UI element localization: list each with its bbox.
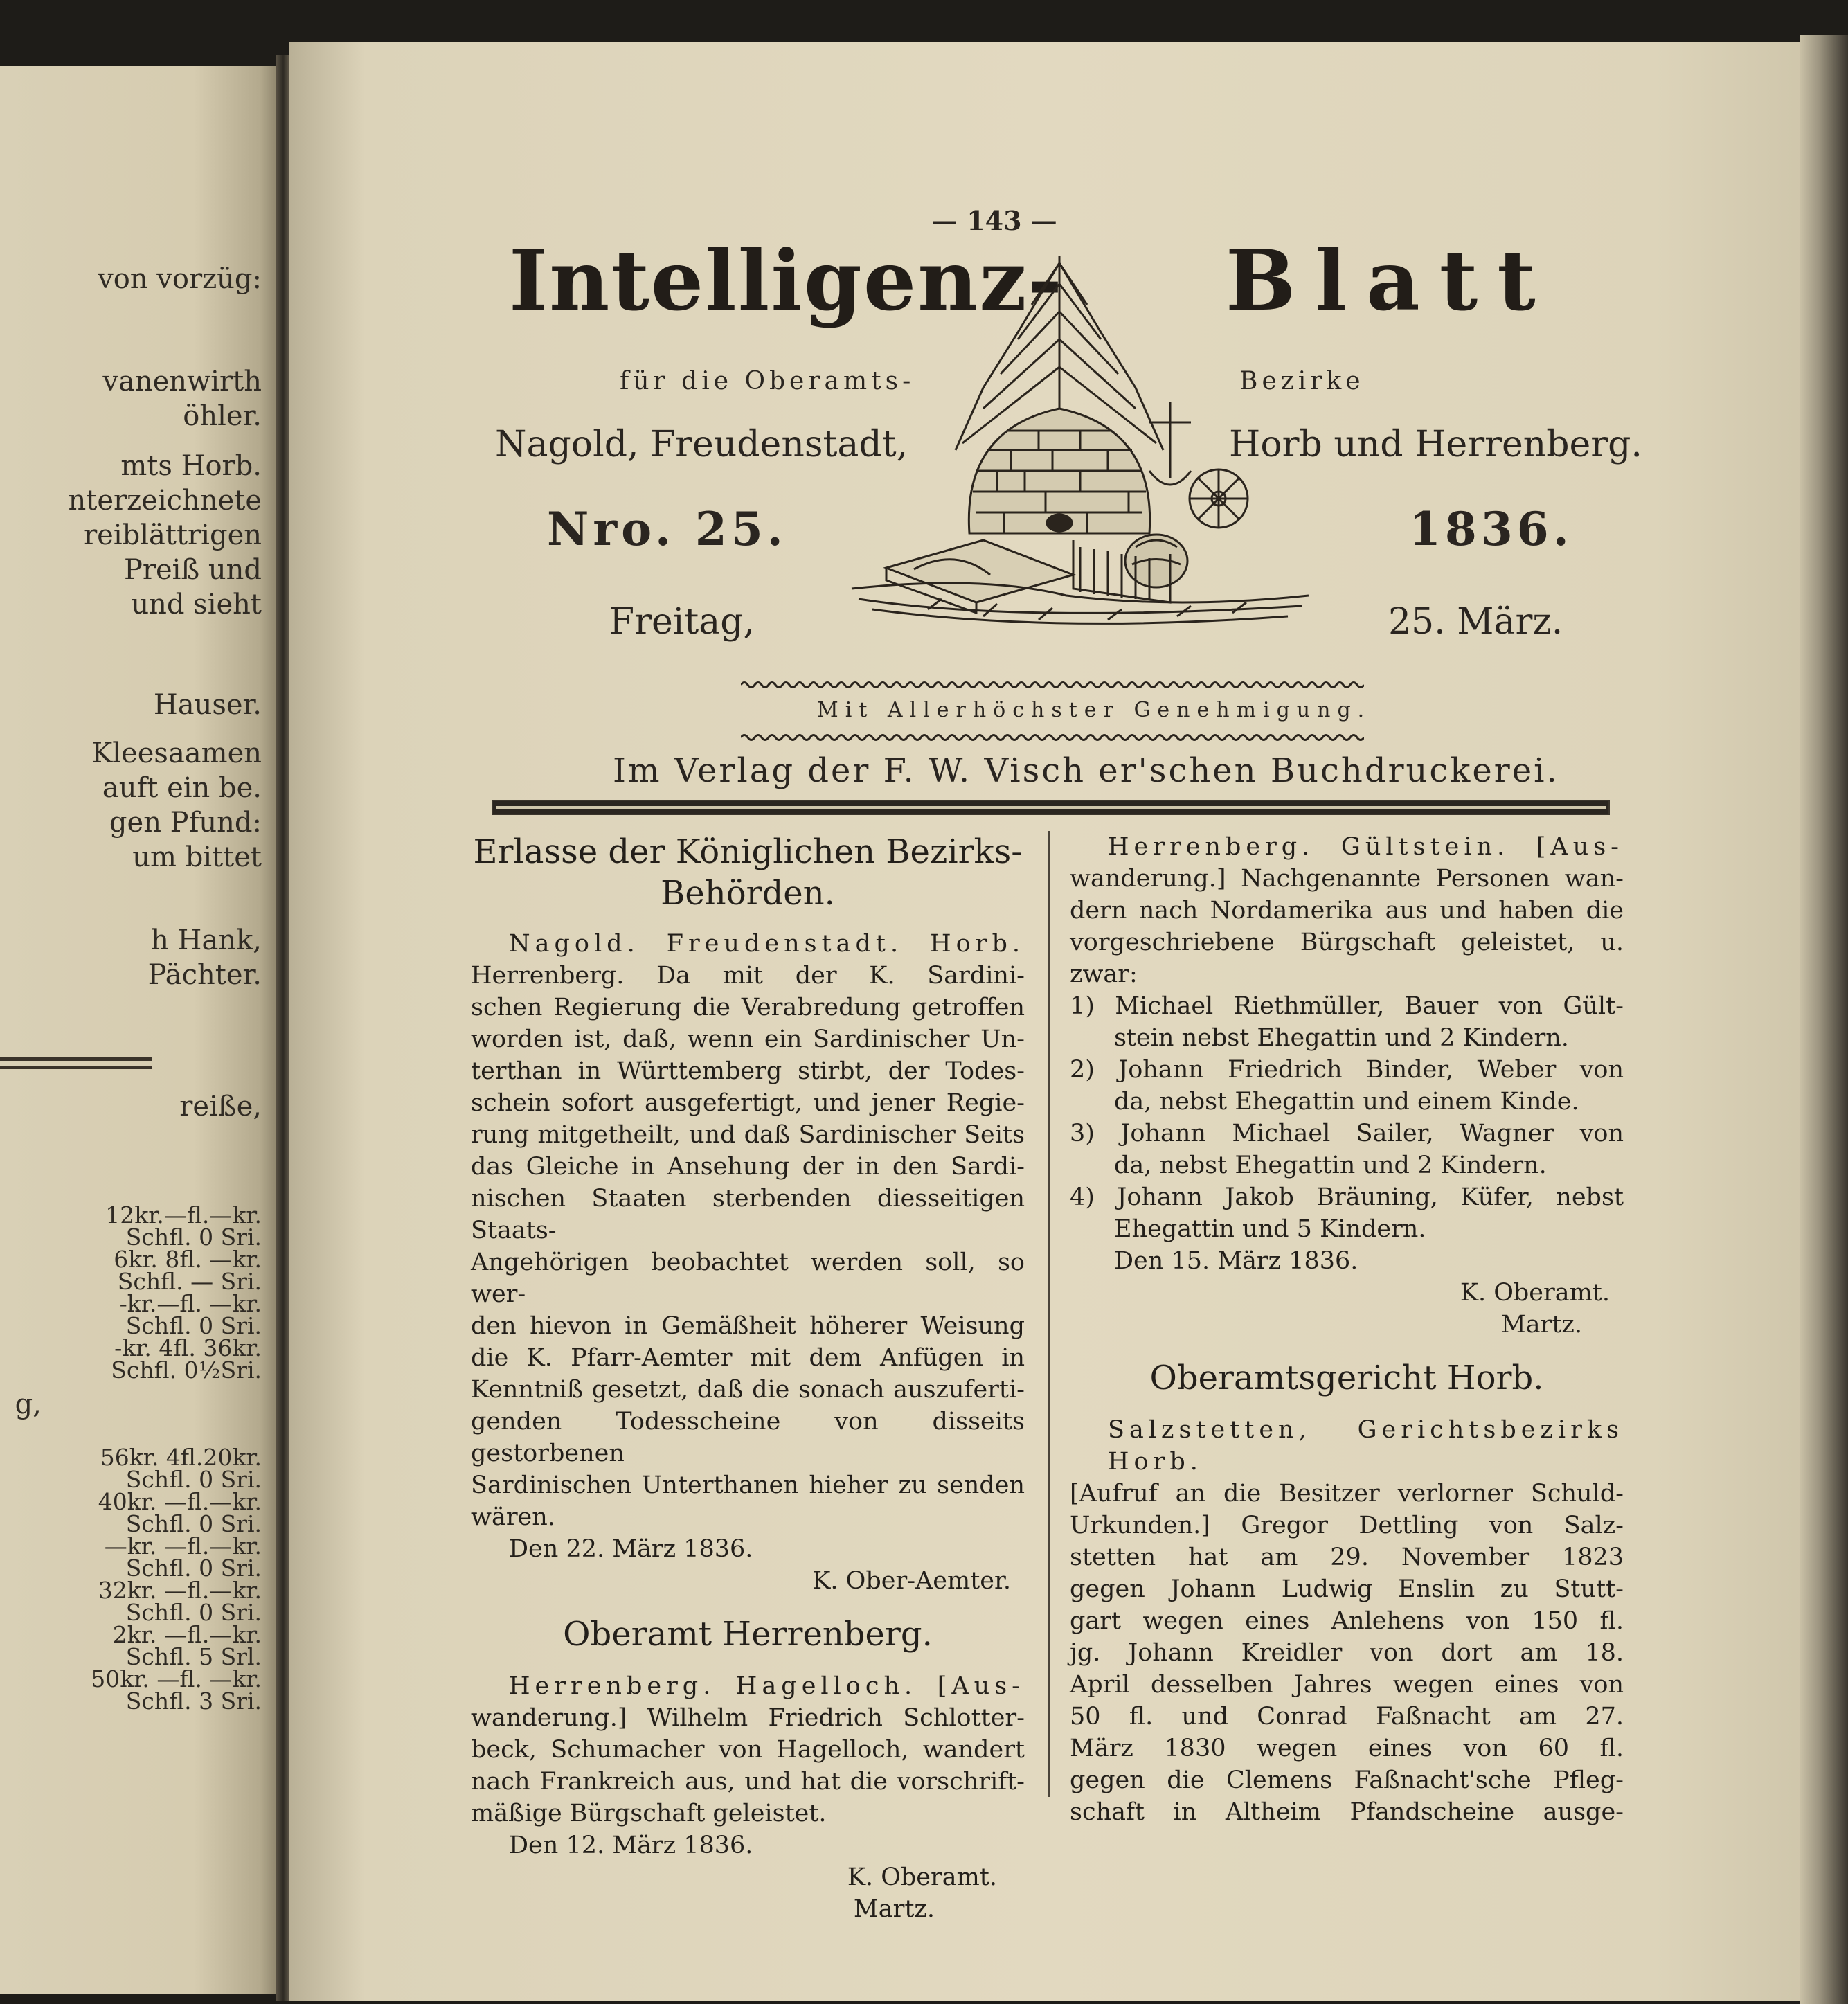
article-line: stetten hat am 29. November 1823 xyxy=(1070,1544,1624,1571)
article-date: Den 22. März 1836. xyxy=(509,1535,753,1563)
article-line: [Aufruf an die Besitzer verlorner Schuld- xyxy=(1070,1480,1624,1508)
price-line: Schfl. — Sri. xyxy=(117,1268,262,1295)
left-text-line: Pächter. xyxy=(147,959,262,991)
left-text-line: von vorzüg: xyxy=(98,263,262,295)
article-line: schaft in Altheim Pfandscheine ausge- xyxy=(1070,1798,1624,1826)
price-line: 32kr. —fl.—kr. xyxy=(98,1577,262,1604)
article-line: jg. Johann Kreidler von dort am 18. xyxy=(1070,1639,1624,1667)
article-line: worden ist, daß, wenn ein Sardinischer Un- xyxy=(471,1026,1025,1053)
article-line: vorgeschriebene Bürgschaft geleistet, u. zwar: xyxy=(1070,929,1624,988)
article-line: nischen Staaten sterbenden diesseitigen Staats- xyxy=(471,1185,1025,1244)
header-rule xyxy=(492,800,1610,815)
districts-left: Nagold, Freudenstadt, xyxy=(495,424,908,465)
left-page xyxy=(0,66,277,1994)
page-number: — 143 — xyxy=(931,205,1057,236)
left-text-line: vanenwirth xyxy=(102,366,262,397)
subtitle-right: Bezirke xyxy=(1239,367,1365,395)
districts-right: Horb und Herrenberg. xyxy=(1229,424,1642,465)
left-rule xyxy=(0,1066,152,1069)
article-line: Ehegattin und 5 Kindern. xyxy=(1114,1215,1426,1243)
article-line: das Gleiche in Ansehung der in den Sardi- xyxy=(471,1153,1025,1181)
article-line: gart wegen eines Anlehens von 150 fl. xyxy=(1070,1607,1624,1635)
article-line: Sardinischen Unterthanen hieher zu senden xyxy=(471,1471,1025,1499)
price-line: —kr. —fl.—kr. xyxy=(104,1532,262,1559)
price-line: 12kr.—fl.—kr. xyxy=(105,1201,262,1228)
section-heading: Erlasse der Königlichen Bezirks- xyxy=(473,832,1023,871)
issue-weekday: Freitag, xyxy=(609,601,755,643)
article-line: Urkunden.] Gregor Dettling von Salz- xyxy=(1070,1512,1624,1539)
left-text-line: auft ein be. xyxy=(102,772,262,804)
article-line: wanderung.] Nachgenannte Personen wan- xyxy=(1070,865,1624,893)
article-line: Angehörigen beobachtet werden soll, so wer- xyxy=(471,1249,1025,1308)
article-line: März 1830 wegen eines von 60 fl. xyxy=(1070,1735,1624,1762)
article-line: gegen die Clemens Faßnacht'sche Pfleg- xyxy=(1070,1766,1624,1794)
article-date: Den 15. März 1836. xyxy=(1114,1247,1358,1275)
left-column xyxy=(471,831,1025,1925)
ornament-rule xyxy=(741,733,1364,742)
column-divider xyxy=(1048,831,1050,1797)
left-text-line: Preiß und xyxy=(123,554,262,586)
article-line: die K. Pfarr-Aemter mit dem Anfügen in xyxy=(471,1344,1025,1372)
page-edge xyxy=(1800,35,1848,2004)
price-line: 56kr. 4fl.20kr. xyxy=(100,1444,262,1471)
article-signature: Martz. xyxy=(1500,1311,1582,1339)
issue-year: 1836. xyxy=(1409,502,1573,556)
price-line: 2kr. —fl.—kr. xyxy=(112,1621,262,1648)
left-text-line: reiße, xyxy=(179,1091,262,1122)
left-text-line: gen Pfund: xyxy=(109,807,262,839)
section-heading: Behörden. xyxy=(661,874,835,913)
price-line: Schfl. 0 Sri. xyxy=(125,1224,262,1251)
article-line: 2) Johann Friedrich Binder, Weber von xyxy=(1070,1056,1624,1084)
article-line: mäßige Bürgschaft geleistet. xyxy=(471,1800,827,1827)
article-signature: K. Ober-Aemter. xyxy=(812,1567,1011,1595)
left-text-line: öhler. xyxy=(183,400,262,432)
masthead-title-right: Blatt xyxy=(1226,232,1555,330)
article-line: terthan in Württemberg stirbt, der Todes- xyxy=(471,1057,1025,1085)
left-text-line: um bittet xyxy=(132,841,262,873)
article-signature: K. Oberamt. xyxy=(847,1863,997,1891)
article-line: 4) Johann Jakob Bräuning, Küfer, nebst xyxy=(1070,1183,1624,1211)
price-line: Schfl. 5 Srl. xyxy=(125,1643,262,1670)
article-line: schen Regierung die Verabredung getroffen xyxy=(471,994,1025,1021)
article-signature: K. Oberamt. xyxy=(1460,1279,1610,1307)
article-signature: Martz. xyxy=(853,1895,935,1923)
masthead-title-left: Intelligenz- xyxy=(509,232,1064,330)
article-line: 1) Michael Riethmüller, Bauer von Gült- xyxy=(1070,992,1624,1020)
article-line: Herrenberg. Da mit der K. Sardini- xyxy=(471,962,1025,990)
article-line: da, nebst Ehegattin und einem Kinde. xyxy=(1114,1088,1579,1116)
price-line: Schfl. 0 Sri. xyxy=(125,1466,262,1493)
price-line: g, xyxy=(15,1388,42,1420)
article-line: 3) Johann Michael Sailer, Wagner von xyxy=(1070,1120,1624,1147)
article-line: April desselben Jahres wegen eines von xyxy=(1070,1671,1624,1699)
section-heading: Oberamtsgericht Horb. xyxy=(1149,1359,1544,1397)
article-line: genden Todesscheine von disseits gestorbenen xyxy=(471,1408,1025,1467)
article-line: Herrenberg. Hagelloch. [Aus- xyxy=(509,1672,1025,1700)
right-column xyxy=(1070,831,1624,1828)
article-line: Herrenberg. Gültstein. [Aus- xyxy=(1108,833,1624,861)
price-line: -kr.—fl. —kr. xyxy=(119,1290,262,1317)
section-heading: Oberamt Herrenberg. xyxy=(563,1615,933,1654)
issue-number: Nro. 25. xyxy=(547,502,787,556)
price-line: 50kr. —fl. —kr. xyxy=(91,1665,262,1692)
article-line: wanderung.] Wilhelm Friedrich Schlotter- xyxy=(471,1704,1025,1732)
left-text-line: reiblättrigen xyxy=(84,519,262,551)
article-date: Den 12. März 1836. xyxy=(509,1832,753,1859)
article-line: dern nach Nordamerika aus und haben die xyxy=(1070,897,1624,924)
left-text-line: mts Horb. xyxy=(120,450,262,482)
ornament-rule xyxy=(741,680,1364,690)
article-line: Nagold. Freudenstadt. Horb. xyxy=(509,930,1025,958)
article-line: gegen Johann Ludwig Enslin zu Stutt- xyxy=(1070,1575,1624,1603)
approval-line: Mit Allerhöchster Genehmigung. xyxy=(817,698,1372,722)
subtitle-left: für die Oberamts- xyxy=(620,367,915,395)
price-line: Schfl. 0 Sri. xyxy=(125,1555,262,1582)
price-line: Schfl. 0 Sri. xyxy=(125,1599,262,1626)
article-line: stein nebst Ehegattin und 2 Kindern. xyxy=(1114,1024,1569,1052)
article-line: wären. xyxy=(471,1503,555,1531)
price-line: Schfl. 3 Sri. xyxy=(125,1688,262,1715)
book-gutter xyxy=(276,55,291,2001)
article-line: da, nebst Ehegattin und 2 Kindern. xyxy=(1114,1152,1547,1179)
price-line: Schfl. 0 Sri. xyxy=(125,1510,262,1537)
article-line: schein sofort ausgefertigt, und jener Regie- xyxy=(471,1089,1025,1117)
price-line: Schfl. 0½Sri. xyxy=(111,1357,262,1384)
left-text-line: Hauser. xyxy=(153,689,262,721)
price-line: 6kr. 8fl. —kr. xyxy=(114,1246,262,1273)
left-text-line: h Hank, xyxy=(151,924,262,956)
left-rule xyxy=(0,1057,152,1061)
article-line: beck, Schumacher von Hagelloch, wandert xyxy=(471,1736,1025,1764)
left-text-line: Kleesaamen xyxy=(91,737,262,769)
left-text-line: nterzeichnete xyxy=(68,485,262,517)
article-line: 50 fl. und Conrad Faßnacht am 27. xyxy=(1070,1703,1624,1730)
publisher-line: Im Verlag der F. W. Visch er'schen Buchdruckerei. xyxy=(613,751,1559,790)
article-line: nach Frankreich aus, und hat die vorschrift- xyxy=(471,1768,1025,1796)
price-line: 40kr. —fl.—kr. xyxy=(98,1488,262,1515)
article-line: Salzstetten, Gerichtsbezirks Horb. xyxy=(1108,1416,1624,1476)
article-line: rung mitgetheilt, und daß Sardinischer Seits xyxy=(471,1121,1025,1149)
issue-date: 25. März. xyxy=(1388,601,1563,643)
article-line: den hievon in Gemäßheit höherer Weisung xyxy=(471,1312,1025,1340)
price-line: Schfl. 0 Sri. xyxy=(125,1312,262,1339)
price-line: -kr. 4fl. 36kr. xyxy=(114,1334,262,1361)
article-line: Kenntniß gesetzt, daß die sonach auszuferti- xyxy=(471,1376,1025,1404)
left-text-line: und sieht xyxy=(131,589,262,620)
